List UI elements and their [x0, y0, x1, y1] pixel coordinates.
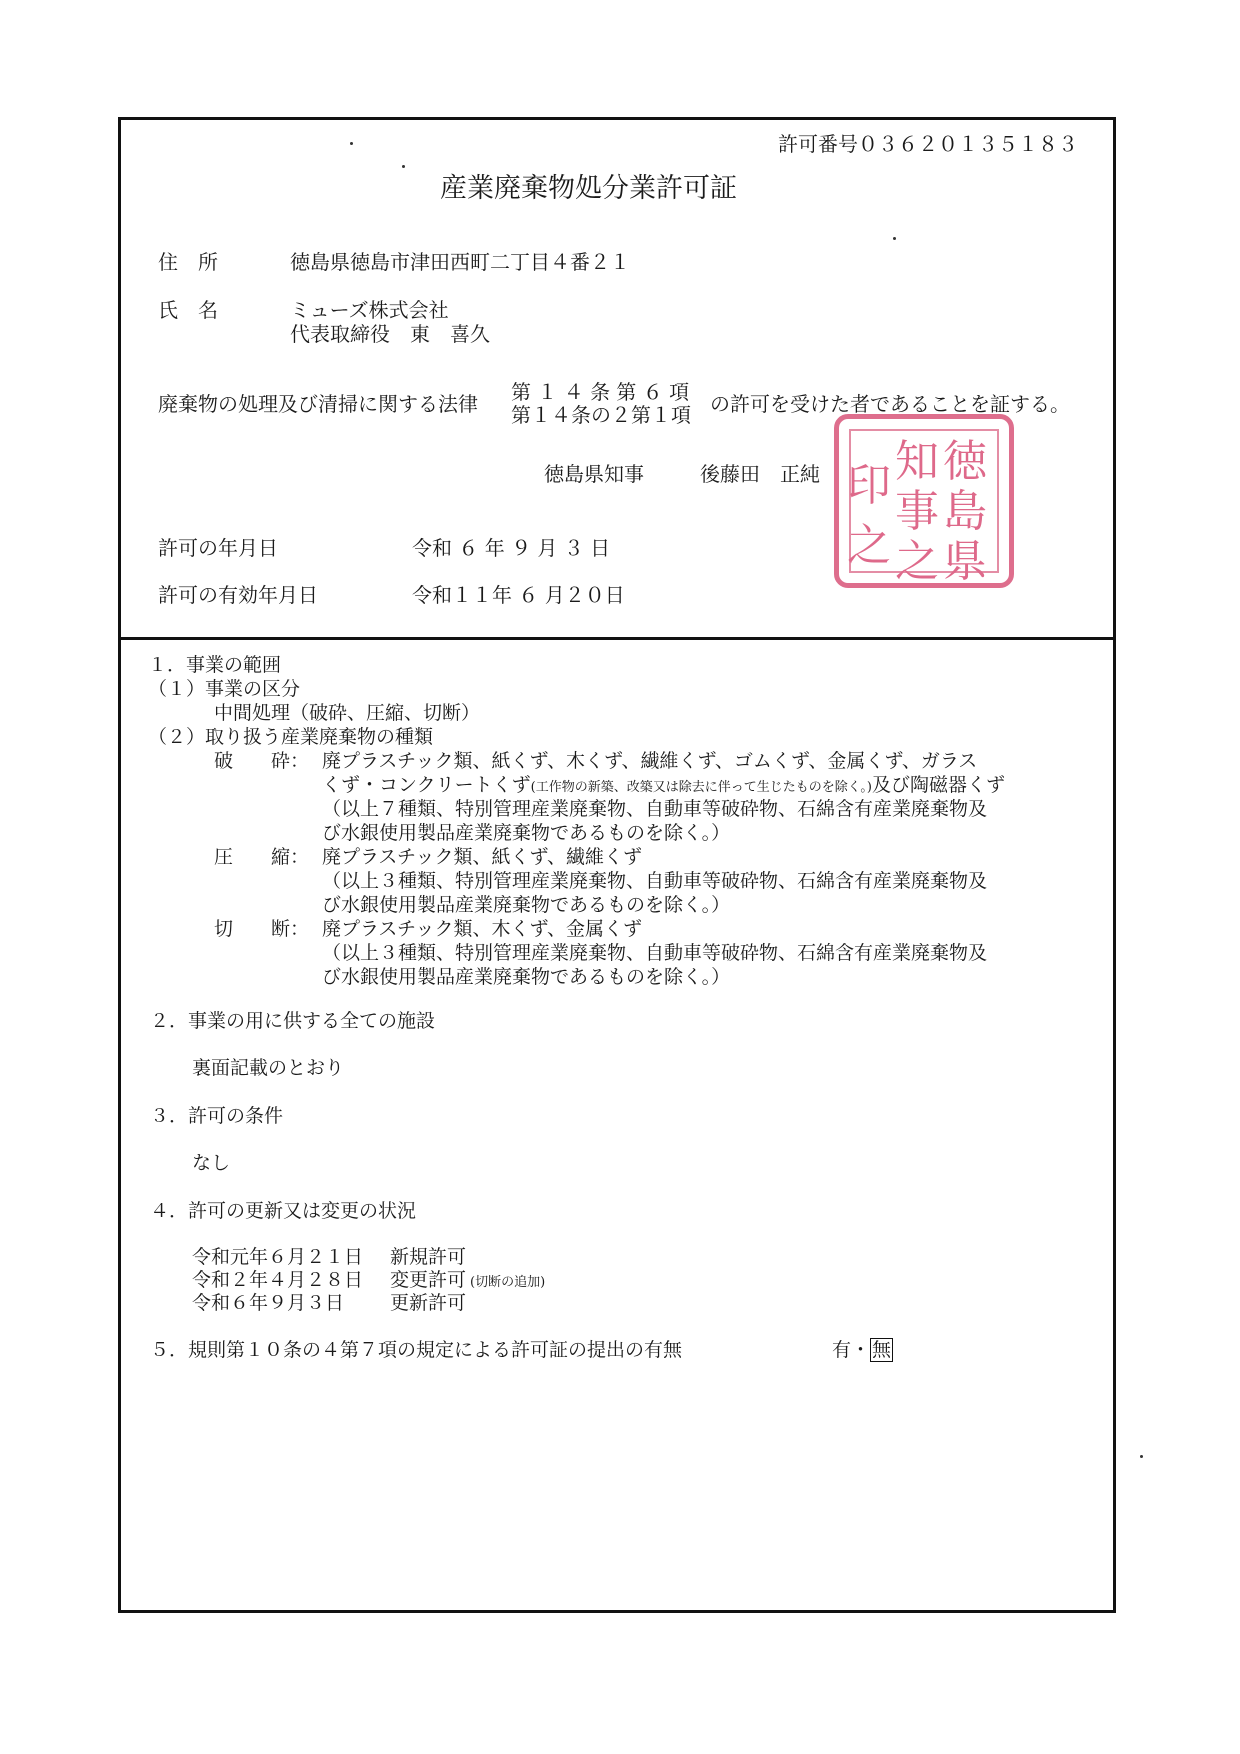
history-event: 新規許可 [390, 1246, 467, 1268]
permit-date-value: 令和 ６ 年 ９ 月 ３ 日 [412, 536, 611, 560]
history-event: 更新許可 [390, 1292, 467, 1314]
cert-suffix: の許可を受けた者であることを証する。 [710, 392, 1070, 416]
history-date: 令和６年９月３日 [192, 1292, 345, 1314]
issuer-name: 後藤田 正純 [700, 462, 820, 486]
official-seal [834, 414, 1014, 588]
section1-sub2-heading: （２）取り扱う産業廃棄物の種類 [148, 726, 434, 748]
compress-line: び水銀使用製品産業廃棄物であるものを除く。） [322, 894, 731, 916]
valid-until-value: 令和１１年 ６ 月２０日 [412, 583, 625, 607]
name-label: 氏 名 [158, 298, 218, 322]
section4-heading: ４．許可の更新又は変更の状況 [150, 1200, 417, 1222]
history-date: 令和２年４月２８日 [192, 1269, 364, 1291]
compress-label: 圧 縮： [214, 846, 310, 868]
cert-article-2: 第１４条の２第１項 [511, 403, 691, 427]
representative-name: 代表取締役 東 喜久 [290, 322, 490, 346]
scan-speck [893, 237, 896, 240]
valid-until-label: 許可の有効年月日 [158, 583, 318, 607]
section3-heading: ３．許可の条件 [150, 1105, 284, 1127]
section2-heading: ２．事業の用に供する全ての施設 [150, 1010, 436, 1032]
address-value: 徳島県徳島市津田西町二丁目４番２１ [290, 250, 630, 274]
section1-sub1-value: 中間処理（破砕、圧縮、切断） [214, 702, 481, 724]
option-separator: ・ [851, 1339, 871, 1361]
document-title: 産業廃棄物処分業許可証 [440, 173, 737, 204]
history-event: 変更許可 [390, 1269, 467, 1291]
seal-char: 之 [847, 520, 891, 571]
crush-line: 及び陶磁器くず [872, 774, 1006, 796]
seal-char: 徳 [943, 436, 987, 487]
scan-speck [1140, 1455, 1143, 1458]
option-no-selected: 無 [872, 1339, 892, 1361]
history-date: 令和元年６月２１日 [192, 1246, 364, 1268]
seal-char: 知 [895, 436, 939, 487]
cut-label: 切 断： [214, 918, 310, 940]
cert-prefix: 廃棄物の処理及び清掃に関する法律 [158, 392, 478, 416]
section1-sub1-heading: （１）事業の区分 [148, 678, 301, 700]
permit-number: 許可番号０３６２０１３５１８３ [778, 132, 1078, 156]
crush-line: （以上７種類、特別管理産業廃棄物、自動車等破砕物、石綿含有産業廃棄物及 [322, 798, 988, 820]
seal-char: 之 [895, 536, 939, 587]
crush-line: び水銀使用製品産業廃棄物であるものを除く。） [322, 822, 731, 844]
cut-line: び水銀使用製品産業廃棄物であるものを除く。） [322, 966, 731, 988]
permit-date-label: 許可の年月日 [158, 536, 278, 560]
scan-speck [402, 165, 405, 168]
cut-line: （以上３種類、特別管理産業廃棄物、自動車等破砕物、石綿含有産業廃棄物及 [322, 942, 988, 964]
company-name: ミューズ株式会社 [290, 298, 449, 322]
section5-heading: ５．規則第１０条の４第７項の規定による許可証の提出の有無 [150, 1339, 683, 1361]
scan-speck [350, 142, 353, 145]
section3-value: なし [192, 1152, 231, 1174]
compress-line: （以上３種類、特別管理産業廃棄物、自動車等破砕物、石綿含有産業廃棄物及 [322, 870, 988, 892]
address-label: 住 所 [158, 250, 218, 274]
section1-heading: １．事業の範囲 [148, 654, 282, 676]
crush-line: くず・コンクリートくず [322, 774, 531, 796]
history-note: (切断の追加) [470, 1275, 546, 1290]
cut-line: 廃プラスチック類、木くず、金属くず [322, 918, 642, 940]
option-yes: 有 [832, 1339, 852, 1361]
section-divider [118, 637, 1116, 640]
crush-line: 廃プラスチック類、紙くず、木くず、繊維くず、ゴムくず、金属くず、ガラス [322, 750, 978, 772]
crush-note: (工作物の新築、改築又は除去に伴って生じたものを除く。) [530, 780, 873, 795]
seal-char: 県 [943, 536, 987, 587]
seal-char: 事 [895, 486, 939, 537]
crush-label: 破 砕： [214, 750, 310, 772]
cert-article-1: 第 １ ４ 条 第 ６ 項 [511, 380, 690, 404]
issuer-title: 徳島県知事 [544, 462, 644, 486]
compress-line: 廃プラスチック類、紙くず、繊維くず [322, 846, 642, 868]
seal-char: 印 [847, 460, 891, 511]
seal-char: 島 [943, 486, 987, 537]
section2-value: 裏面記載のとおり [192, 1057, 345, 1079]
